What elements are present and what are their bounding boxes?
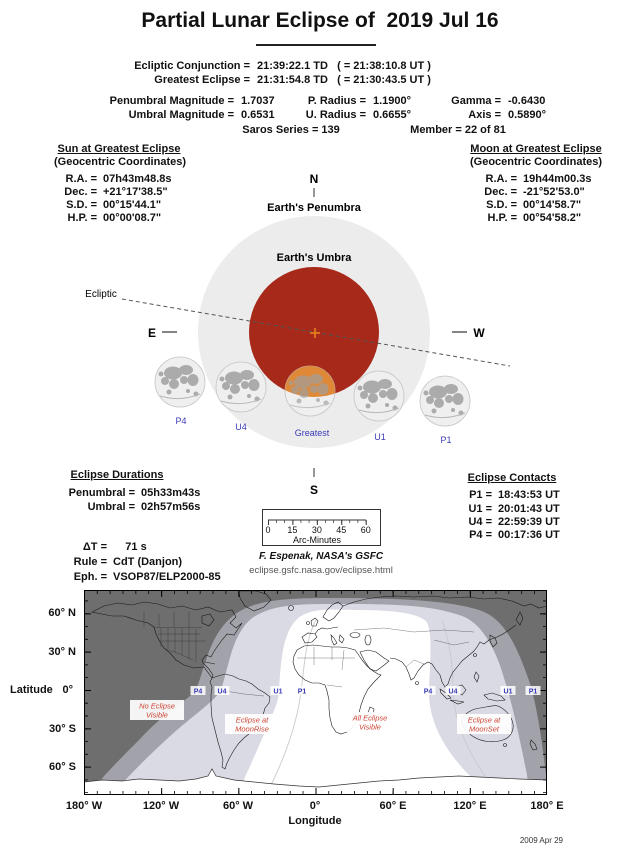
label-greatest: Greatest: [294, 428, 330, 438]
durations-heading: Eclipse Durations: [70, 469, 164, 481]
lon-180w: 180° W: [65, 800, 103, 812]
map-label-p1-east: P1: [528, 688, 538, 696]
gamma-label: Gamma =: [451, 95, 501, 107]
saros-member: Member = 22 of 81: [410, 124, 506, 136]
p-radius-label: P. Radius =: [307, 95, 366, 107]
lat-0: 0°: [62, 684, 73, 696]
rule-value: CdT (Danjon): [113, 556, 183, 568]
sun-hp-value: 00°00'08.7": [103, 212, 162, 224]
lat-30s: 30° S: [48, 723, 76, 735]
contacts-heading: Eclipse Contacts: [467, 472, 557, 484]
sun-sd-label: S.D. =: [66, 199, 97, 211]
map-label-u4-west: U4: [217, 688, 227, 696]
map-label-u4-east: U4: [448, 688, 458, 696]
credit-author: F. Espenak, NASA's GSFC: [258, 551, 384, 562]
umbral-duration-label: Umbral =: [87, 501, 135, 513]
contact-u4-value: 22:59:39 UT: [498, 516, 560, 528]
title-underline: [256, 44, 376, 46]
moon-sd-label: S.D. =: [486, 199, 517, 211]
lon-0: 0°: [309, 800, 321, 812]
umbra-label: Earth's Umbra: [276, 252, 352, 264]
pen-mag-value: 1.7037: [241, 95, 275, 107]
contact-u4-label: U4 =: [468, 516, 492, 528]
rule-label: Rule =: [73, 556, 107, 568]
saros-series: Saros Series = 139: [242, 124, 340, 136]
moon-ra-value: 19h44m00.3s: [523, 173, 592, 185]
ephemeris-label: Eph. =: [73, 571, 107, 583]
map-label-u1-west: U1: [273, 688, 283, 696]
map-label-p1-west: P1: [297, 688, 307, 696]
umbral-duration-value: 02h57m56s: [141, 501, 201, 513]
zone-label-no-eclipse-2: Visible: [146, 710, 168, 720]
contact-u1-label: U1 =: [468, 503, 492, 515]
lon-180e: 180° E: [530, 800, 564, 812]
greatest-eclipse-label: Greatest Eclipse =: [154, 74, 250, 86]
contact-p4-value: 00:17:36 UT: [498, 529, 560, 541]
lat-60n: 60° N: [48, 607, 76, 619]
zone-label-no-eclipse-1: No Eclipse: [139, 701, 175, 711]
lat-60s: 60° S: [48, 761, 76, 773]
p-radius-value: 1.1900°: [373, 95, 412, 107]
lat-30n: 30° N: [48, 646, 76, 658]
sun-subheading: (Geocentric Coordinates): [53, 156, 187, 168]
zone-label-moonset-1: Eclipse at: [467, 715, 501, 725]
u-radius-value: 0.6655°: [373, 109, 412, 121]
conjunction-value: 21:39:22.1 TD ( = 21:38:10.8 UT ): [257, 60, 431, 72]
moon-subheading: (Geocentric Coordinates): [469, 156, 603, 168]
penumbra-label: Earth's Penumbra: [267, 202, 361, 214]
scale-45: 45: [336, 525, 347, 535]
label-u1: U1: [374, 432, 386, 442]
moon-hp-value: 00°54'58.2": [523, 212, 582, 224]
delta-t-value: 71 s: [110, 541, 147, 553]
zone-label-moonrise-2: MoonRise: [235, 724, 269, 734]
map-label-p4-west: P4: [193, 688, 203, 696]
scale-30: 30: [311, 525, 322, 535]
south-label: S: [309, 483, 319, 497]
sun-hp-label: H.P. =: [67, 212, 97, 224]
moon-hp-label: H.P. =: [487, 212, 517, 224]
label-u4: U4: [235, 422, 247, 432]
east-label: E: [147, 326, 157, 340]
delta-t-label: ΔT =: [82, 541, 107, 553]
moon-dec-label: Dec. =: [484, 186, 517, 198]
lon-60w: 60° W: [222, 800, 254, 812]
sun-ra-value: 07h43m48.8s: [103, 173, 172, 185]
gamma-value: -0.6430: [508, 95, 546, 107]
axis-label: Axis =: [468, 109, 501, 121]
datestamp: 2009 Apr 29: [519, 836, 563, 845]
contact-p1-label: P1 =: [469, 489, 492, 501]
moon-u4: [216, 362, 266, 412]
umb-mag-value: 0.6531: [241, 109, 275, 121]
moon-p1: [420, 376, 470, 426]
page-title: Partial Lunar Eclipse of 2019 Jul 16: [141, 9, 499, 32]
lon-120w: 120° W: [142, 800, 180, 812]
sun-ra-label: R.A. =: [65, 173, 97, 185]
zone-label-moonset-2: MoonSet: [468, 724, 500, 734]
scale-60: 60: [360, 525, 371, 535]
ephemeris-value: VSOP87/ELP2000-85: [113, 571, 221, 583]
contact-p4-label: P4 =: [469, 529, 492, 541]
map-label-p4-east: P4: [423, 688, 433, 696]
scale-15: 15: [287, 525, 298, 535]
lon-60e: 60° E: [379, 800, 407, 812]
west-label: W: [473, 326, 485, 340]
ecliptic-label: Ecliptic: [85, 289, 117, 300]
sun-dec-value: +21°17'38.5": [103, 186, 168, 198]
scale-0: 0: [265, 525, 271, 535]
moon-dec-value: -21°52'53.0": [523, 186, 585, 198]
greatest-eclipse-value: 21:31:54.8 TD ( = 21:30:43.5 UT ): [257, 74, 431, 86]
moon-greatest: [285, 366, 335, 416]
north-label: N: [309, 172, 319, 186]
longitude-axis-label: Longitude: [288, 815, 342, 827]
penumbral-duration-label: Penumbral =: [68, 487, 135, 499]
moon-heading: Moon at Greatest Eclipse: [470, 143, 602, 155]
pen-mag-label: Penumbral Magnitude =: [109, 95, 234, 107]
zone-label-all-visible-2: Visible: [359, 722, 381, 732]
label-p1: P1: [440, 435, 452, 445]
sun-heading: Sun at Greatest Eclipse: [57, 143, 181, 155]
contact-u1-value: 20:01:43 UT: [498, 503, 560, 515]
moon-ra-label: R.A. =: [485, 173, 517, 185]
axis-value: 0.5890°: [508, 109, 547, 121]
zone-label-all-visible-1: All Eclipse: [352, 713, 388, 723]
umb-mag-label: Umbral Magnitude =: [128, 109, 234, 121]
scale-bar: [263, 510, 381, 546]
u-radius-label: U. Radius =: [305, 109, 366, 121]
scale-unit: Arc-Minutes: [292, 535, 342, 545]
map-label-u1-east: U1: [503, 688, 513, 696]
moon-sd-value: 00°14'58.7": [523, 199, 582, 211]
credit-url: eclipse.gsfc.nasa.gov/eclipse.html: [249, 565, 393, 576]
contact-p1-value: 18:43:53 UT: [498, 489, 560, 501]
penumbral-duration-value: 05h33m43s: [141, 487, 201, 499]
label-p4: P4: [175, 416, 187, 426]
latitude-axis-label: Latitude: [10, 684, 53, 696]
moon-u1: [354, 371, 404, 421]
sun-sd-value: 00°15'44.1": [103, 199, 162, 211]
moon-p4: [155, 357, 205, 407]
sun-dec-label: Dec. =: [64, 186, 97, 198]
zone-label-moonrise-1: Eclipse at: [235, 715, 269, 725]
visibility-map: [84, 590, 547, 795]
lon-120e: 120° E: [453, 800, 487, 812]
conjunction-label: Ecliptic Conjunction =: [134, 60, 250, 72]
